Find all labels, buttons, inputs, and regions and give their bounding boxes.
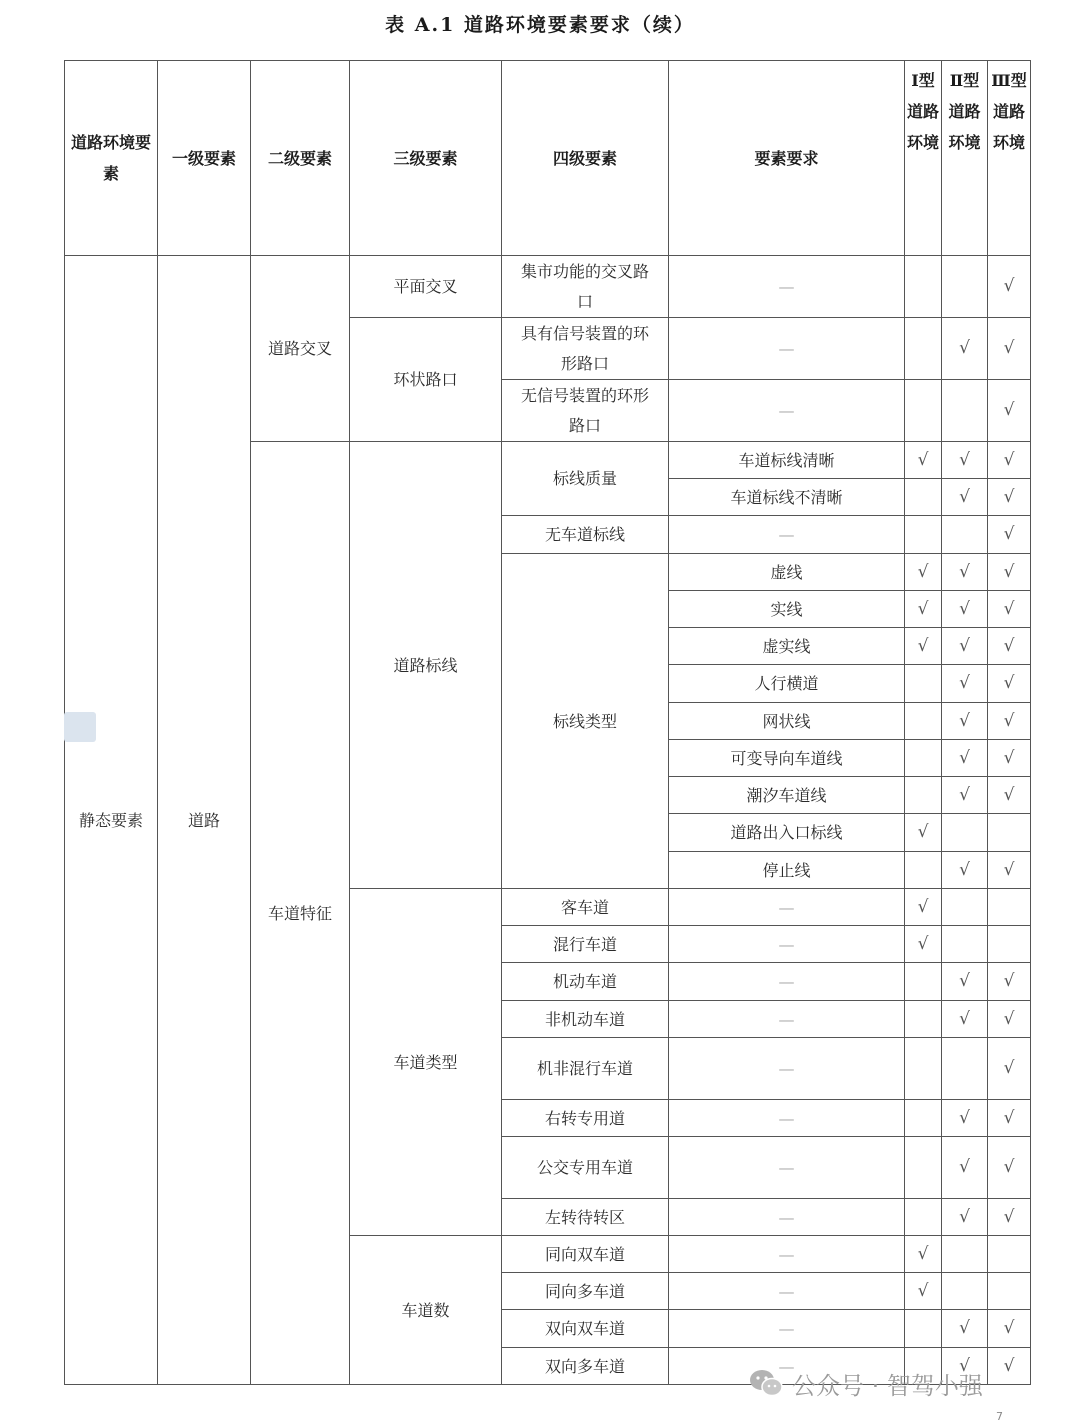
type-3-check [988,814,1031,852]
type-2-check: √ [942,479,988,516]
type-3-check: √ [988,1038,1031,1100]
type-2-check [942,814,988,852]
header-type-3: Ⅲ型道路环境 [988,61,1031,256]
type-3-check: √ [988,1137,1031,1199]
lane-type-cell: 车道类型 [350,889,502,1236]
type-1-check [905,516,942,554]
requirement-cell: — [669,380,905,442]
type-1-check: √ [905,442,942,479]
type-1-check [905,380,942,442]
type-3-check: √ [988,380,1031,442]
header-level-2: 二级要素 [251,61,350,256]
level-4-cell: 非机动车道 [502,1001,669,1038]
type-3-check [988,926,1031,963]
type-2-check: √ [942,1348,988,1385]
type-3-check: √ [988,1001,1031,1038]
marking-quality-cell: 标线质量 [502,442,669,516]
type-1-check: √ [905,1273,942,1310]
page-number: 7 [996,1410,1003,1423]
level-4-cell: 左转待转区 [502,1199,669,1236]
requirement-cell: 虚实线 [669,628,905,665]
type-1-check [905,852,942,889]
requirement-cell: 网状线 [669,703,905,740]
type-3-check: √ [988,740,1031,777]
type-1-check: √ [905,1236,942,1273]
level-4-cell: 右转专用道 [502,1100,669,1137]
type-3-check: √ [988,516,1031,554]
type-1-check [905,740,942,777]
type-2-check: √ [942,852,988,889]
type-2-check: √ [942,1100,988,1137]
type-2-check: √ [942,740,988,777]
type-2-check [942,256,988,318]
type-2-check: √ [942,554,988,591]
type-3-check: √ [988,256,1031,318]
type-3-check: √ [988,963,1031,1001]
requirement-cell: — [669,1038,905,1100]
type-2-check [942,1273,988,1310]
type-2-check: √ [942,442,988,479]
scan-mark [64,712,96,742]
requirement-cell: 潮汐车道线 [669,777,905,814]
type-1-check [905,777,942,814]
requirement-cell: — [669,1348,905,1385]
requirement-cell: — [669,516,905,554]
type-2-check: √ [942,665,988,703]
header-level-1: 一级要素 [158,61,251,256]
type-1-check: √ [905,889,942,926]
level-4-cell: 双向多车道 [502,1348,669,1385]
type-3-check: √ [988,1100,1031,1137]
level-4-cell: 客车道 [502,889,669,926]
requirement-cell: 车道标线清晰 [669,442,905,479]
level-4-cell: 具有信号装置的环形路口 [502,318,669,380]
type-3-check: √ [988,1348,1031,1385]
type-2-check [942,516,988,554]
type-2-check [942,1038,988,1100]
level-4-cell: 无信号装置的环形路口 [502,380,669,442]
requirement-cell: — [669,1137,905,1199]
requirement-cell: 停止线 [669,852,905,889]
road-intersection-cell: 道路交叉 [251,256,350,442]
type-3-check: √ [988,591,1031,628]
level-4-cell: 机动车道 [502,963,669,1001]
type-3-check [988,1236,1031,1273]
type-2-check: √ [942,703,988,740]
requirement-cell: — [669,1001,905,1038]
type-2-check: √ [942,777,988,814]
flat-intersection-cell: 平面交叉 [350,256,502,318]
type-3-check: √ [988,665,1031,703]
type-2-check: √ [942,591,988,628]
header-type-2: Ⅱ型道路环境 [942,61,988,256]
header-environment-element: 道路环境要素 [65,61,158,256]
header-level-4: 四级要素 [502,61,669,256]
requirement-cell: — [669,963,905,1001]
lane-features-cell: 车道特征 [251,442,350,1385]
requirement-cell: 可变导向车道线 [669,740,905,777]
type-1-check [905,1310,942,1348]
level-4-cell: 同向双车道 [502,1236,669,1273]
table-title: 表 A.1 道路环境要素要求（续） [385,14,695,36]
level-4-cell: 公交专用车道 [502,1137,669,1199]
type-3-check: √ [988,442,1031,479]
requirement-cell: — [669,1199,905,1236]
type-2-check: √ [942,1137,988,1199]
type-1-check: √ [905,591,942,628]
type-3-check: √ [988,479,1031,516]
lane-count-cell: 车道数 [350,1236,502,1385]
watermark [748,1365,983,1401]
level-4-cell: 同向多车道 [502,1273,669,1310]
type-2-check [942,1236,988,1273]
requirement-cell: — [669,889,905,926]
level-4-cell: 混行车道 [502,926,669,963]
requirement-cell: — [669,318,905,380]
wechat-icon [748,1368,784,1398]
roundabout-cell: 环状路口 [350,318,502,442]
requirement-cell: 人行横道 [669,665,905,703]
requirement-cell: — [669,256,905,318]
type-3-check: √ [988,1199,1031,1236]
requirement-cell: — [669,1100,905,1137]
type-3-check: √ [988,628,1031,665]
road-cell: 道路 [158,256,251,1385]
type-1-check [905,665,942,703]
no-marking-cell: 无车道标线 [502,516,669,554]
marking-type-cell: 标线类型 [502,554,669,889]
type-2-check: √ [942,628,988,665]
requirement-cell: 虚线 [669,554,905,591]
type-3-check: √ [988,1310,1031,1348]
type-1-check [905,1038,942,1100]
road-environment-table [64,60,1031,1385]
type-2-check: √ [942,1199,988,1236]
type-3-check: √ [988,318,1031,380]
type-1-check [905,1100,942,1137]
requirement-cell: — [669,926,905,963]
level-4-cell: 双向双车道 [502,1310,669,1348]
requirement-cell: 车道标线不清晰 [669,479,905,516]
road-marking-cell: 道路标线 [350,442,502,889]
type-1-check [905,703,942,740]
requirement-cell: 道路出入口标线 [669,814,905,852]
header-type-1: Ⅰ型道路环境 [905,61,942,256]
header-level-3: 三级要素 [350,61,502,256]
type-2-check [942,380,988,442]
requirement-cell: — [669,1273,905,1310]
type-2-check: √ [942,1310,988,1348]
level-4-cell: 集市功能的交叉路口 [502,256,669,318]
type-2-check: √ [942,318,988,380]
type-1-check: √ [905,814,942,852]
table-row [65,256,1031,318]
type-1-check: √ [905,628,942,665]
type-3-check [988,889,1031,926]
table-body [65,256,1031,1385]
static-elements-cell: 静态要素 [65,256,158,1385]
type-1-check [905,1001,942,1038]
type-1-check [905,256,942,318]
type-2-check [942,889,988,926]
type-2-check: √ [942,1001,988,1038]
header-requirement: 要素要求 [669,61,905,256]
type-1-check: √ [905,554,942,591]
level-4-cell: 机非混行车道 [502,1038,669,1100]
requirement-cell: — [669,1310,905,1348]
requirement-cell: 实线 [669,591,905,628]
requirement-cell: — [669,1236,905,1273]
type-1-check [905,1199,942,1236]
type-1-check [905,1137,942,1199]
type-1-check: √ [905,926,942,963]
type-2-check [942,926,988,963]
type-3-check: √ [988,703,1031,740]
type-3-check: √ [988,852,1031,889]
type-1-check [905,963,942,1001]
type-3-check: √ [988,777,1031,814]
type-1-check [905,479,942,516]
type-3-check [988,1273,1031,1310]
watermark-text: 公众号 · 智驾小强 [792,1371,983,1400]
type-3-check: √ [988,554,1031,591]
type-2-check: √ [942,963,988,1001]
type-1-check [905,318,942,380]
